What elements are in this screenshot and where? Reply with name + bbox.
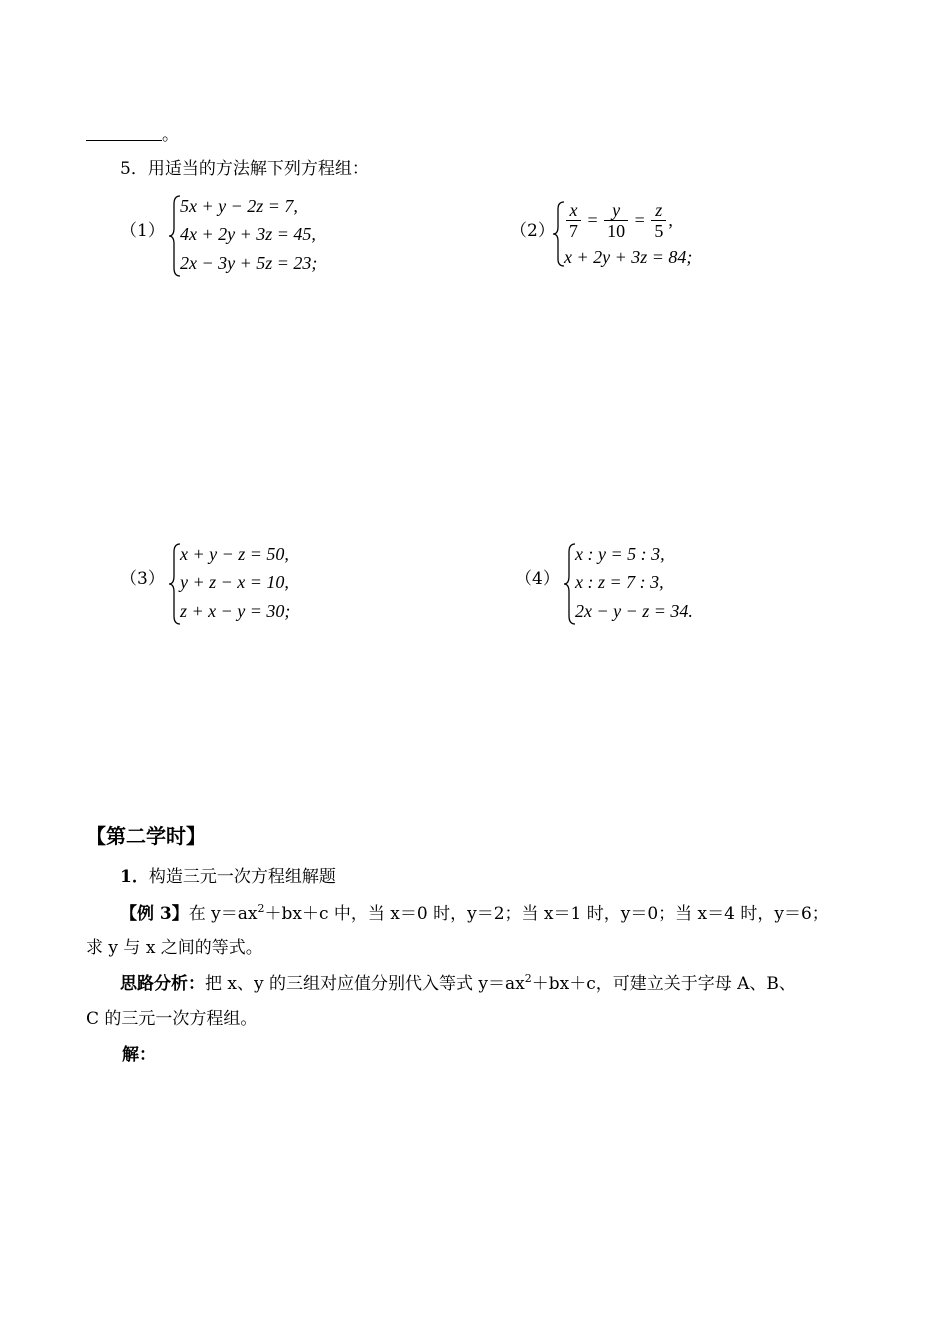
equation-3: z + x − y = 30; <box>180 601 291 621</box>
system-label: （3） <box>120 569 165 589</box>
item-1 <box>120 866 336 888</box>
fraction-y-10: $\frac{y}{10}$ <box>604 200 628 241</box>
blank-suffix: 。 <box>162 125 179 145</box>
analysis-line-1: 思路分析：把 x、y 的三组对应值分别代入等式 $y=ax^2+bx+c$，可建立关于字母 A、B、 <box>120 972 796 994</box>
equation-2: y + z − x = 10, <box>180 572 289 592</box>
equation-1: $\frac{x}{7}$ = $\frac{y}{10}$ = $\frac{z}{5}$ , <box>564 200 673 241</box>
system-label: （1） <box>120 221 165 241</box>
example-3-line-1: 【例 3】在 $y=ax^2+bx+c$ 中，当 x＝0 时，y＝2；当 x＝1 时，y＝0；当 x＝4 时，y＝6； <box>120 902 829 924</box>
solution-label: 解： <box>122 1045 156 1065</box>
equation-3: 2x − 3y + 5z = 23; <box>180 253 318 273</box>
answer-blank-line <box>86 124 179 146</box>
section-heading: 【第二学时】 <box>86 824 206 848</box>
item-number: 1． <box>120 867 149 887</box>
question-number: 5． <box>120 159 148 179</box>
equation-1: 5x + y − 2z = 7, <box>180 196 298 216</box>
example-3-line-2: 求 y 与 x 之间的等式。 <box>86 938 263 958</box>
fraction-x-7: $\frac{x}{7}$ <box>566 200 581 241</box>
analysis-label: 思路分析： <box>120 974 205 994</box>
blank-underline <box>86 124 162 141</box>
equation-1: x : y = 5 : 3, <box>575 544 665 564</box>
equation-system-2 <box>510 196 810 276</box>
equation-system-4 <box>515 540 815 630</box>
system-label: （4） <box>515 569 560 589</box>
equation-2: x + 2y + 3z = 84; <box>564 247 693 267</box>
fraction-z-5: $\frac{z}{5}$ <box>651 200 666 241</box>
equation-3: 2x − y − z = 34. <box>575 601 693 621</box>
system-label: （2） <box>510 221 555 241</box>
example-label: 【例 3】 <box>120 904 189 924</box>
equation-system-3 <box>120 540 420 630</box>
question-5 <box>120 158 369 180</box>
equation-system-1 <box>120 192 420 282</box>
equation-1: x + y − z = 50, <box>180 544 289 564</box>
equation-2: x : z = 7 : 3, <box>575 572 664 592</box>
analysis-line-2: C 的三元一次方程组。 <box>86 1009 258 1029</box>
item-text: 构造三元一次方程组解题 <box>148 867 336 887</box>
question-text: 用适当的方法解下列方程组： <box>147 159 369 179</box>
equation-2: 4x + 2y + 3z = 45, <box>180 224 316 244</box>
